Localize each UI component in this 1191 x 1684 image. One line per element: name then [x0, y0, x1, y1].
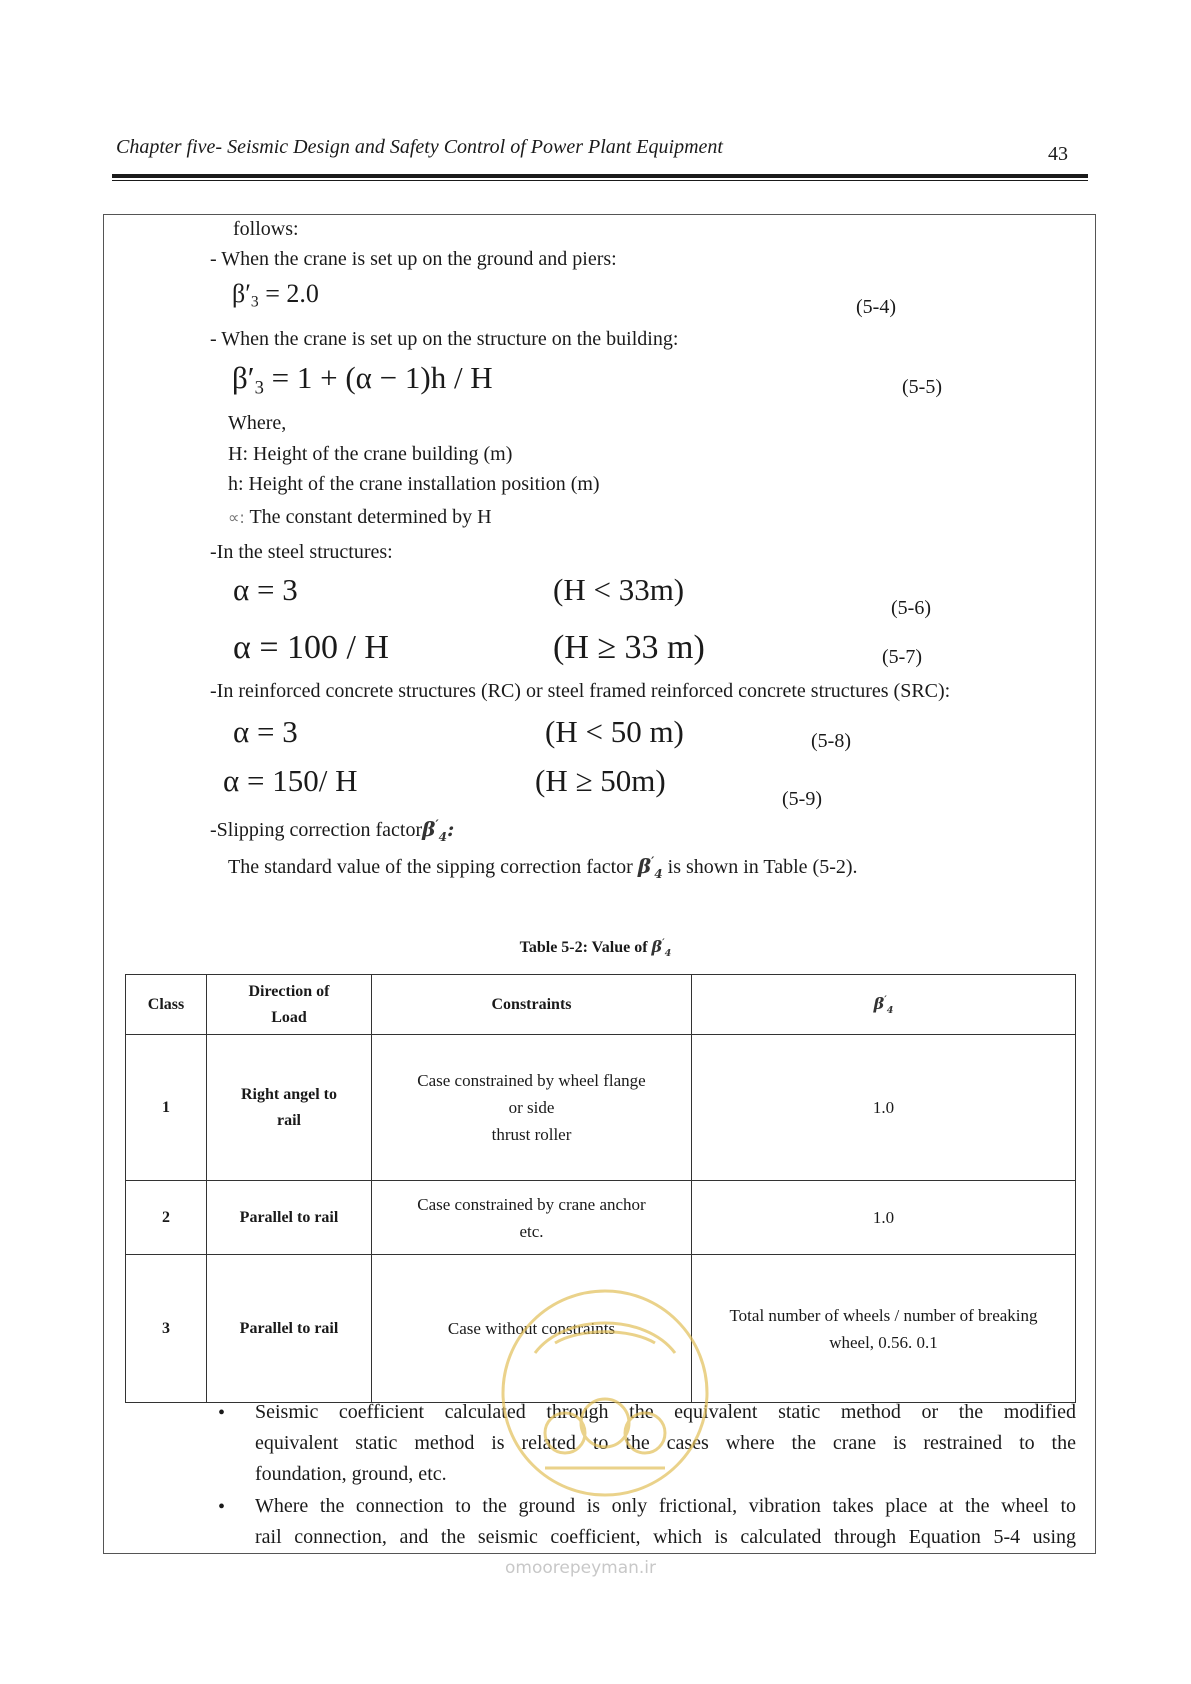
equation-5-9-number: (5-9) [782, 788, 822, 810]
equation-5-7-number: (5-7) [882, 646, 922, 668]
definition-h: h: Height of the crane installation position (m) [228, 473, 600, 495]
beta4-symbol: $\beta'_4$: [422, 817, 455, 844]
cell-line: 1.0 [872, 1098, 895, 1118]
bullet-line: Seismic coefficient calculated through the equivalent static method or the modified [255, 1401, 1076, 1423]
header-direction-line: Load [271, 1008, 307, 1026]
beta4-symbol: $\beta'_4$ [637, 854, 663, 881]
cell-constraints [372, 1181, 692, 1255]
equation-5-5 [232, 360, 493, 400]
bullet-dot: • [218, 1496, 226, 1518]
table-header-row [126, 975, 1076, 1035]
cell-class: 2 [126, 1181, 207, 1255]
header-title: Chapter five- Seismic Design and Safety Control of Power Plant Equipment [116, 136, 723, 158]
cell-line: rail [277, 1111, 301, 1129]
table-row [126, 1035, 1076, 1181]
cell-constraints [372, 1035, 692, 1181]
equation-5-5-rhs: = 1 + (α − 1)h / H [271, 360, 493, 395]
equation-5-6-right: (H < 33m) [553, 572, 685, 607]
steel-heading: -In the steel structures: [210, 541, 393, 563]
equation-5-7-right: (H ≥ 33 m) [553, 629, 705, 666]
cell-value [692, 1181, 1076, 1255]
cell-line: Parallel to rail [239, 1319, 339, 1337]
equation-5-6-number: (5-6) [891, 597, 931, 619]
alpha-symbol-image: ∝: [228, 508, 245, 527]
slipping-heading-text: -Slipping correction factor [210, 819, 423, 841]
table-caption-text: Table 5-2: Value of [519, 939, 648, 956]
structure-case-text: - When the crane is set up on the structure on the building: [210, 328, 679, 350]
equation-5-9-left: α = 150/ H [223, 763, 358, 798]
page-number: 43 [1048, 143, 1068, 165]
cell-line: Case constrained by wheel flange [417, 1070, 646, 1090]
cell-class: 1 [126, 1035, 207, 1181]
header-constraints: Constraints [372, 975, 692, 1035]
equation-5-7-left: α = 100 / H [233, 629, 389, 666]
table-caption [0, 937, 1191, 959]
definition-H: H: Height of the crane building (m) [228, 443, 513, 465]
header-class: Class [126, 975, 207, 1035]
equation-5-6-left: α = 3 [233, 572, 298, 607]
header-rule-thick [112, 174, 1088, 178]
standard-value-text [228, 854, 858, 881]
cell-line: thrust roller [491, 1125, 572, 1145]
beta4-symbol: $\beta'_4$ [651, 937, 672, 960]
cell-line: etc. [519, 1221, 544, 1241]
bullet-line: rail connection, and the seismic coefficient, which is calculated through Equation 5-4 using [255, 1526, 1076, 1548]
definition-alpha-text: The constant determined by H [249, 506, 492, 528]
cell-line: 1.0 [872, 1208, 895, 1228]
table-row [126, 1181, 1076, 1255]
watermark-url: omoorepeyman.ir [505, 1558, 657, 1578]
where-text: Where, [228, 412, 287, 434]
beta3-symbol: $\beta'_3$ [232, 360, 264, 399]
cell-direction [207, 1035, 372, 1181]
cell-line: wheel, 0.56. 0.1 [829, 1332, 938, 1352]
cell-direction [207, 1255, 372, 1403]
equation-5-9-right: (H ≥ 50m) [535, 763, 666, 798]
cell-line: Case without constraints [447, 1319, 616, 1339]
definition-alpha [228, 506, 492, 529]
cell-line: Parallel to rail [239, 1208, 339, 1226]
slipping-heading [210, 817, 454, 844]
header-direction-line: Direction of [248, 983, 330, 1000]
watermark-logo-icon [495, 1283, 715, 1503]
cell-value [692, 1255, 1076, 1403]
cell-line: or side [508, 1098, 555, 1118]
rc-heading: -In reinforced concrete structures (RC) or steel framed reinforced concrete structures (SRC): [210, 680, 951, 702]
equation-5-4-rhs: = 2.0 [265, 279, 319, 308]
equation-5-8-number: (5-8) [811, 730, 851, 752]
standard-value-before: The standard value of the sipping correction factor [228, 856, 633, 878]
cell-line: Total number of wheels / number of breaking [729, 1305, 1038, 1325]
bullet-dot: • [218, 1402, 226, 1424]
standard-value-after: is shown in Table (5-2). [667, 856, 858, 878]
equation-5-5-number: (5-5) [902, 376, 942, 398]
header-direction [207, 975, 372, 1035]
follows-text: follows: [233, 218, 299, 240]
equation-5-8-right: (H < 50 m) [545, 714, 684, 749]
beta4-symbol: $\beta'_4$ [873, 993, 894, 1017]
cell-direction [207, 1181, 372, 1255]
cell-class: 3 [126, 1255, 207, 1403]
header-rule-thin [112, 180, 1088, 181]
header-beta4 [692, 975, 1076, 1035]
bullet-line: Where the connection to the ground is only frictional, vibration takes place at the wheel to [255, 1495, 1076, 1517]
ground-case-text: - When the crane is set up on the ground and piers: [210, 248, 617, 270]
bullet-line: foundation, ground, etc. [255, 1463, 447, 1485]
equation-5-4 [232, 279, 319, 312]
cell-line: Case constrained by crane anchor [417, 1194, 646, 1214]
cell-value [692, 1035, 1076, 1181]
beta3-symbol: $\beta'_3$ [232, 279, 259, 311]
cell-line: Right angel to [241, 1086, 337, 1104]
bullet-line: equivalent static method is related to the cases where the crane is restrained to the [255, 1432, 1076, 1454]
equation-5-8-left: α = 3 [233, 714, 298, 749]
equation-5-4-number: (5-4) [856, 296, 896, 318]
